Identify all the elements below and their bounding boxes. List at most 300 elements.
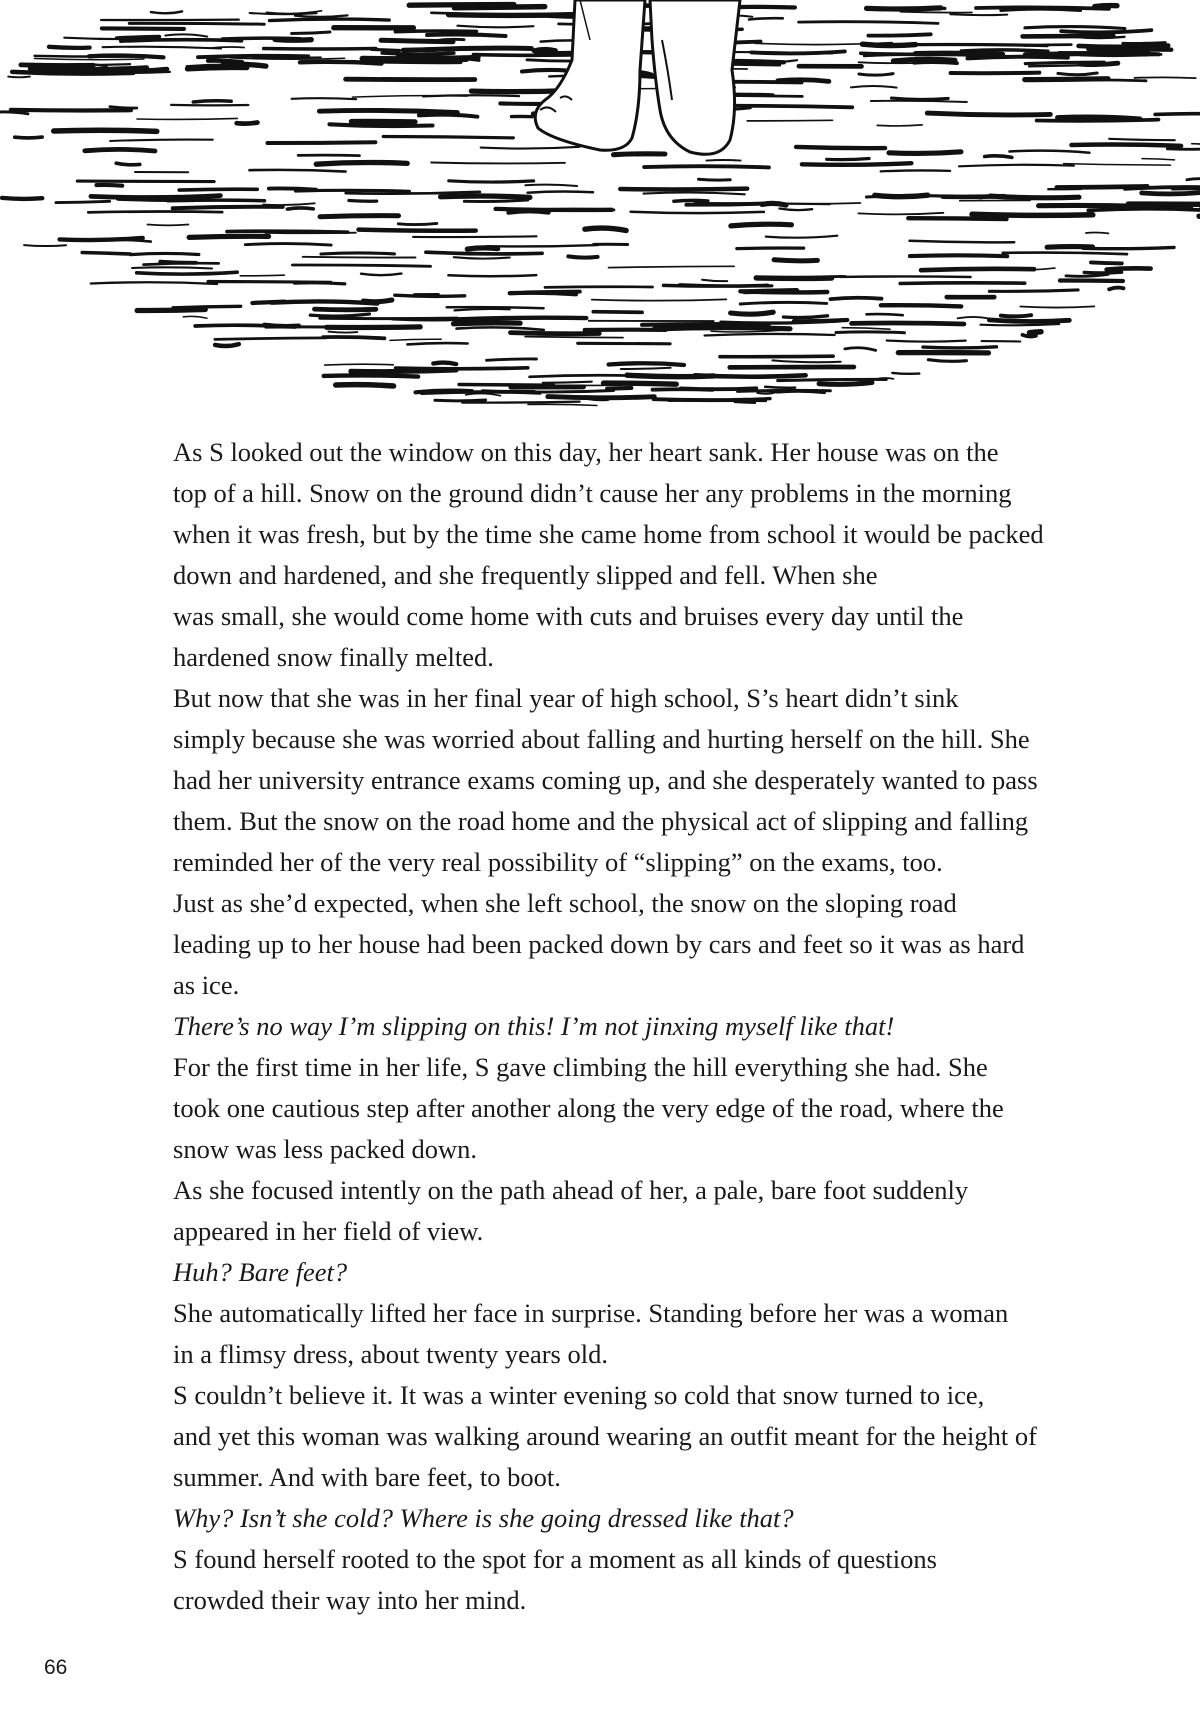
ink-stroke	[435, 400, 486, 401]
ink-stroke	[862, 44, 915, 45]
ink-stroke	[215, 338, 326, 340]
ink-stroke	[901, 8, 945, 10]
ink-stroke	[871, 101, 967, 102]
ink-stroke	[481, 147, 580, 149]
ink-stroke	[464, 200, 528, 201]
ink-stroke	[721, 321, 840, 323]
ink-stroke	[320, 216, 399, 217]
body-paragraph	[132, 678, 1038, 883]
ink-stroke	[1084, 272, 1121, 273]
ink-stroke	[1003, 253, 1127, 255]
ink-stroke	[1107, 268, 1151, 269]
ink-stroke	[215, 344, 239, 346]
ink-stroke	[179, 189, 257, 190]
ink-stroke	[1086, 233, 1108, 234]
ink-stroke	[359, 230, 476, 231]
ink-stroke	[585, 228, 626, 230]
ink-stroke	[110, 140, 213, 141]
ink-stroke	[269, 188, 316, 189]
text-line: For the first time in her life, S gave climbing the hill everything she had. She	[173, 1052, 988, 1082]
ink-stroke	[2, 198, 42, 199]
ink-stroke	[328, 332, 357, 333]
body-paragraph	[132, 1047, 1032, 1170]
ink-stroke	[189, 236, 269, 237]
ink-stroke	[804, 367, 832, 368]
body-paragraph	[132, 432, 1044, 678]
ink-stroke	[121, 40, 242, 42]
ink-stroke	[927, 113, 1050, 115]
ink-stroke	[56, 201, 110, 202]
ink-stroke	[674, 200, 708, 201]
ink-stroke	[320, 318, 457, 319]
text-line: simply because she was worried about falling and hurting herself on the hill. She	[173, 724, 1030, 754]
ink-stroke	[1023, 36, 1114, 37]
text-line: Why? Isn’t she cold? Where is she going dressed like that?	[173, 1503, 794, 1533]
ink-stroke	[1134, 77, 1195, 78]
text-line: summer. And with bare feet, to boot.	[173, 1462, 561, 1492]
ink-stroke	[433, 363, 456, 365]
ink-stroke	[509, 211, 549, 212]
ink-stroke	[237, 123, 258, 124]
ink-stroke	[528, 192, 593, 193]
ink-stroke	[287, 208, 313, 209]
ink-stroke	[881, 170, 950, 171]
ink-stroke	[483, 391, 614, 393]
ink-stroke	[316, 162, 407, 164]
ink-stroke	[1020, 306, 1094, 307]
ink-stroke	[195, 325, 295, 327]
ink-stroke	[923, 347, 997, 348]
ink-stroke	[35, 59, 145, 60]
ink-stroke	[951, 73, 1040, 74]
ink-stroke	[1088, 209, 1200, 211]
ink-stroke	[466, 394, 501, 396]
ink-stroke	[796, 147, 885, 148]
ink-stroke	[110, 107, 137, 108]
ink-stroke	[802, 163, 912, 165]
ink-stroke	[210, 47, 244, 48]
ink-stroke	[426, 48, 532, 50]
ink-stroke	[409, 5, 514, 6]
ink-stroke	[731, 312, 774, 314]
ink-stroke	[321, 253, 394, 254]
ink-illustration-icy-ground	[0, 0, 1200, 420]
ink-stroke	[407, 343, 467, 344]
ink-stroke	[609, 363, 684, 365]
ink-stroke	[859, 74, 893, 76]
text-line: and yet this woman was walking around wearing an outfit meant for the height of	[173, 1421, 1037, 1451]
ink-stroke	[525, 337, 623, 338]
text-line: Huh? Bare feet?	[173, 1257, 348, 1287]
ink-stroke	[300, 62, 382, 64]
text-line: top of a hill. Snow on the ground didn’t cause her any problems in the morning	[173, 478, 1012, 508]
ink-stroke	[910, 241, 1015, 243]
ink-stroke	[976, 7, 1109, 8]
ink-stroke	[455, 318, 586, 320]
ink-stroke	[680, 285, 772, 286]
ink-stroke	[15, 137, 42, 138]
ink-stroke	[0, 112, 28, 114]
ink-stroke	[1058, 80, 1146, 81]
ink-stroke	[227, 231, 348, 232]
body-paragraph	[132, 883, 1032, 1006]
ink-stroke	[129, 23, 264, 24]
ink-stroke	[427, 34, 505, 36]
ink-stroke	[852, 323, 964, 324]
ink-stroke	[372, 49, 400, 50]
ink-stroke	[525, 185, 577, 186]
ink-stroke	[1076, 37, 1125, 38]
text-line: took one cautious step after another along the very edge of the road, where the	[173, 1093, 1004, 1123]
text-line: when it was fresh, but by the time she came home from school it would be packed	[173, 519, 1044, 549]
ink-stroke	[900, 283, 1024, 284]
ink-stroke	[454, 257, 510, 258]
ink-stroke	[578, 343, 670, 344]
ink-stroke	[426, 252, 542, 254]
ink-stroke	[336, 385, 394, 386]
ink-stroke	[263, 203, 315, 205]
ink-stroke	[330, 124, 433, 126]
ink-stroke	[831, 298, 882, 299]
ink-stroke	[534, 49, 556, 50]
ink-stroke	[1009, 151, 1089, 153]
ink-stroke	[827, 159, 869, 160]
ink-stroke	[390, 339, 441, 340]
ink-stroke	[315, 309, 376, 310]
ink-stroke	[819, 383, 872, 385]
text-line: hardened snow finally melted.	[173, 642, 494, 672]
ink-stroke	[295, 283, 345, 284]
ink-stroke	[208, 61, 242, 62]
ink-stroke	[1109, 288, 1123, 290]
ink-stroke	[117, 37, 159, 39]
ink-stroke	[310, 314, 369, 316]
ink-stroke	[607, 388, 631, 389]
ink-stroke	[511, 333, 600, 334]
ink-stroke	[88, 212, 222, 213]
ink-stroke	[1060, 281, 1123, 282]
ink-stroke	[914, 62, 957, 63]
ink-stroke	[740, 291, 827, 292]
ink-stroke	[699, 179, 731, 180]
ink-stroke	[91, 282, 217, 284]
ink-stroke	[130, 253, 198, 254]
ink-stroke	[292, 32, 330, 34]
ink-stroke	[151, 11, 182, 13]
ink-stroke	[148, 225, 189, 226]
ink-stroke	[809, 203, 860, 204]
ink-stroke	[137, 118, 237, 119]
ink-stroke	[756, 278, 831, 279]
body-paragraph	[132, 1170, 1032, 1252]
ink-stroke	[8, 77, 30, 78]
text-line: appeared in her field of view.	[173, 1216, 484, 1246]
text-line: crowded their way into her mind.	[173, 1585, 527, 1615]
ink-stroke	[250, 170, 346, 172]
ink-stroke	[1187, 179, 1200, 181]
ink-stroke	[324, 375, 418, 376]
ink-stroke	[908, 218, 1006, 219]
text-line: S found herself rooted to the spot for a moment as all kinds of questions	[173, 1544, 937, 1574]
text-line: But now that she was in her final year of high school, S’s heart didn’t sink	[173, 683, 959, 713]
ink-stroke	[1095, 5, 1117, 6]
ink-stroke	[972, 214, 1093, 215]
ink-stroke	[54, 130, 157, 131]
ink-stroke	[116, 163, 140, 165]
ink-stroke	[749, 18, 783, 19]
ink-stroke	[747, 120, 832, 121]
ink-stroke	[735, 402, 755, 403]
ink-stroke	[275, 39, 311, 40]
ink-stroke	[11, 110, 131, 111]
ink-stroke	[887, 341, 966, 342]
ink-stroke	[292, 98, 357, 99]
ink-stroke	[961, 50, 1048, 51]
ink-stroke	[545, 287, 653, 288]
ink-stroke	[137, 272, 238, 274]
ink-stroke	[264, 49, 376, 50]
ink-stroke	[731, 224, 792, 226]
ink-stroke	[144, 263, 219, 264]
ink-stroke	[842, 328, 890, 330]
ink-stroke	[1080, 54, 1161, 55]
page-number: 66	[44, 1656, 68, 1679]
text-line: snow was less packed down.	[173, 1134, 477, 1164]
ink-stroke	[89, 56, 163, 58]
ink-stroke	[1088, 49, 1171, 50]
ink-stroke	[434, 39, 464, 40]
ink-stroke	[1024, 45, 1071, 46]
ink-stroke	[467, 248, 497, 249]
ink-stroke	[568, 256, 597, 257]
ink-stroke	[740, 302, 827, 304]
ink-stroke	[295, 15, 348, 17]
ink-stroke	[268, 142, 376, 143]
ink-stroke	[1123, 43, 1166, 44]
ink-stroke	[655, 328, 791, 329]
ink-stroke	[361, 274, 401, 276]
ink-stroke	[892, 98, 949, 99]
ink-stroke	[1109, 139, 1175, 140]
ink-stroke	[720, 356, 833, 357]
ink-stroke	[705, 334, 835, 336]
ink-stroke	[447, 307, 544, 308]
italic-thought-paragraph	[132, 1252, 1032, 1293]
ink-stroke	[799, 22, 938, 24]
text-line: them. But the snow on the road home and the physical act of slipping and falling	[173, 806, 1029, 836]
ink-stroke	[928, 360, 966, 362]
italic-thought-paragraph	[132, 1498, 1032, 1539]
ink-stroke	[943, 196, 1004, 197]
ink-stroke	[593, 312, 642, 313]
ink-stroke	[319, 110, 457, 112]
ink-stroke	[77, 181, 214, 182]
ink-stroke	[82, 253, 130, 255]
ink-stroke	[24, 245, 66, 246]
ink-stroke	[487, 245, 598, 246]
ink-stroke	[441, 196, 530, 197]
ink-stroke	[395, 295, 465, 296]
ink-stroke	[614, 154, 665, 155]
ink-stroke	[398, 223, 437, 224]
ink-stroke	[165, 34, 207, 36]
ink-stroke	[989, 290, 1078, 291]
ink-stroke	[396, 368, 528, 369]
ink-stroke	[968, 57, 1068, 59]
ink-stroke	[240, 275, 284, 276]
ink-stroke	[525, 292, 580, 293]
ink-stroke	[1091, 262, 1122, 263]
ink-stroke	[910, 255, 1007, 256]
ink-stroke	[323, 337, 384, 338]
ink-stroke	[620, 189, 747, 190]
ink-stroke	[457, 327, 544, 330]
ink-stroke	[1155, 114, 1200, 115]
ink-stroke	[253, 57, 321, 58]
ink-stroke	[959, 165, 1074, 167]
ink-stroke	[454, 323, 521, 324]
ink-stroke	[97, 185, 123, 186]
ink-stroke	[762, 203, 786, 205]
ink-stroke	[448, 275, 536, 276]
ink-stroke	[1142, 192, 1200, 194]
text-line: There’s no way I’m slipping on this! I’m not jinxing myself like that!	[173, 1011, 895, 1041]
ink-stroke	[487, 359, 537, 360]
ink-stroke	[851, 86, 897, 88]
ink-stroke	[737, 248, 804, 249]
ink-stroke	[419, 115, 478, 117]
ink-stroke	[346, 192, 480, 194]
ink-stroke	[530, 375, 662, 377]
ink-stroke	[702, 280, 727, 281]
ink-stroke	[1037, 120, 1159, 121]
ink-stroke	[522, 70, 569, 72]
ink-stroke	[1023, 335, 1036, 337]
ink-stroke	[382, 53, 454, 54]
ink-stroke	[765, 387, 795, 388]
ink-stroke	[621, 368, 671, 369]
ink-stroke	[363, 300, 392, 302]
text-line: reminded her of the very real possibility of “slipping” on the exams, too.	[173, 847, 943, 877]
italic-thought-paragraph	[132, 1006, 1032, 1047]
ink-stroke	[686, 204, 764, 205]
ink-stroke	[609, 266, 735, 267]
ink-stroke	[877, 125, 922, 126]
ink-stroke	[85, 149, 155, 151]
ink-stroke	[1072, 144, 1182, 145]
ink-stroke	[669, 400, 766, 401]
ink-stroke	[270, 19, 390, 20]
text-line: Just as she’d expected, when she left school, the snow on the sloping road	[173, 888, 957, 918]
ink-stroke	[1083, 247, 1174, 248]
ink-stroke	[845, 348, 876, 351]
ink-stroke	[245, 244, 331, 246]
ink-stroke	[132, 267, 212, 268]
ink-stroke	[706, 160, 740, 161]
ink-stroke	[958, 317, 988, 318]
text-line: As S looked out the window on this day, her heart sank. Her house was on the	[173, 437, 999, 467]
ink-stroke	[252, 302, 284, 303]
ink-stroke	[413, 236, 536, 237]
ink-stroke	[783, 316, 827, 318]
ink-stroke	[889, 152, 961, 154]
ink-stroke	[777, 391, 825, 392]
ink-stroke	[841, 276, 971, 277]
ink-stroke	[183, 316, 207, 318]
ink-stroke	[644, 166, 769, 167]
ink-stroke	[455, 309, 510, 310]
body-paragraph	[132, 1293, 1032, 1375]
ink-stroke	[383, 137, 513, 138]
text-line: She automatically lifted her face in surprise. Standing before her was a woman	[173, 1298, 1009, 1328]
ink-stroke	[644, 193, 745, 195]
ink-stroke	[916, 53, 1003, 54]
ink-stroke	[173, 207, 283, 208]
ink-stroke	[457, 26, 533, 28]
ink-stroke	[327, 327, 421, 328]
ink-stroke	[586, 397, 608, 399]
ink-stroke	[1030, 332, 1042, 333]
ink-stroke	[1125, 187, 1200, 189]
ink-stroke	[1047, 247, 1092, 248]
ink-stroke	[836, 332, 904, 333]
ink-stroke	[168, 200, 264, 201]
ink-stroke	[985, 156, 1012, 158]
ink-stroke	[1142, 159, 1175, 160]
ink-stroke	[137, 310, 205, 311]
ink-stroke	[349, 201, 377, 202]
body-paragraph	[132, 1539, 1032, 1621]
ink-stroke	[604, 383, 677, 384]
ink-stroke	[91, 196, 221, 198]
ink-stroke	[631, 212, 764, 213]
ink-stroke	[1001, 315, 1031, 316]
ink-stroke	[49, 47, 90, 48]
text-line: had her university entrance exams coming up, and she desperately wanted to pass	[173, 765, 1038, 795]
ink-stroke	[449, 181, 534, 182]
ink-stroke	[187, 68, 246, 69]
ink-stroke	[431, 163, 565, 164]
ink-stroke	[416, 391, 473, 393]
ink-stroke	[102, 28, 184, 29]
ink-stroke	[901, 12, 972, 13]
ink-stroke	[695, 375, 806, 376]
ink-stroke	[592, 299, 727, 300]
ink-stroke	[1025, 27, 1125, 29]
ink-stroke	[303, 257, 416, 258]
ink-stroke	[1061, 30, 1151, 32]
ink-stroke	[766, 236, 838, 238]
ink-stroke	[543, 382, 592, 383]
body-paragraph	[132, 1375, 1037, 1498]
ink-stroke	[60, 238, 143, 240]
ink-stroke	[779, 209, 812, 211]
text-line: as ice.	[173, 970, 240, 1000]
ink-stroke	[1079, 46, 1169, 47]
ink-stroke	[528, 404, 597, 405]
ink-stroke	[774, 260, 817, 261]
text-line: down and hardened, and she frequently slipped and fell. When she	[173, 560, 878, 590]
ink-stroke	[193, 101, 231, 102]
ink-stroke	[752, 51, 845, 53]
text-line: S couldn’t believe it. It was a winter evening so cold that snow turned to ice,	[173, 1380, 985, 1410]
ink-stroke	[858, 213, 943, 215]
text-line: was small, she would come home with cuts and bruises every day until the	[173, 601, 964, 631]
ink-stroke	[423, 95, 519, 96]
story-text	[132, 432, 1044, 1621]
text-line: leading up to her house had been packed down by cars and feet so it was as hard	[173, 929, 1025, 959]
ink-stroke	[1081, 63, 1118, 64]
